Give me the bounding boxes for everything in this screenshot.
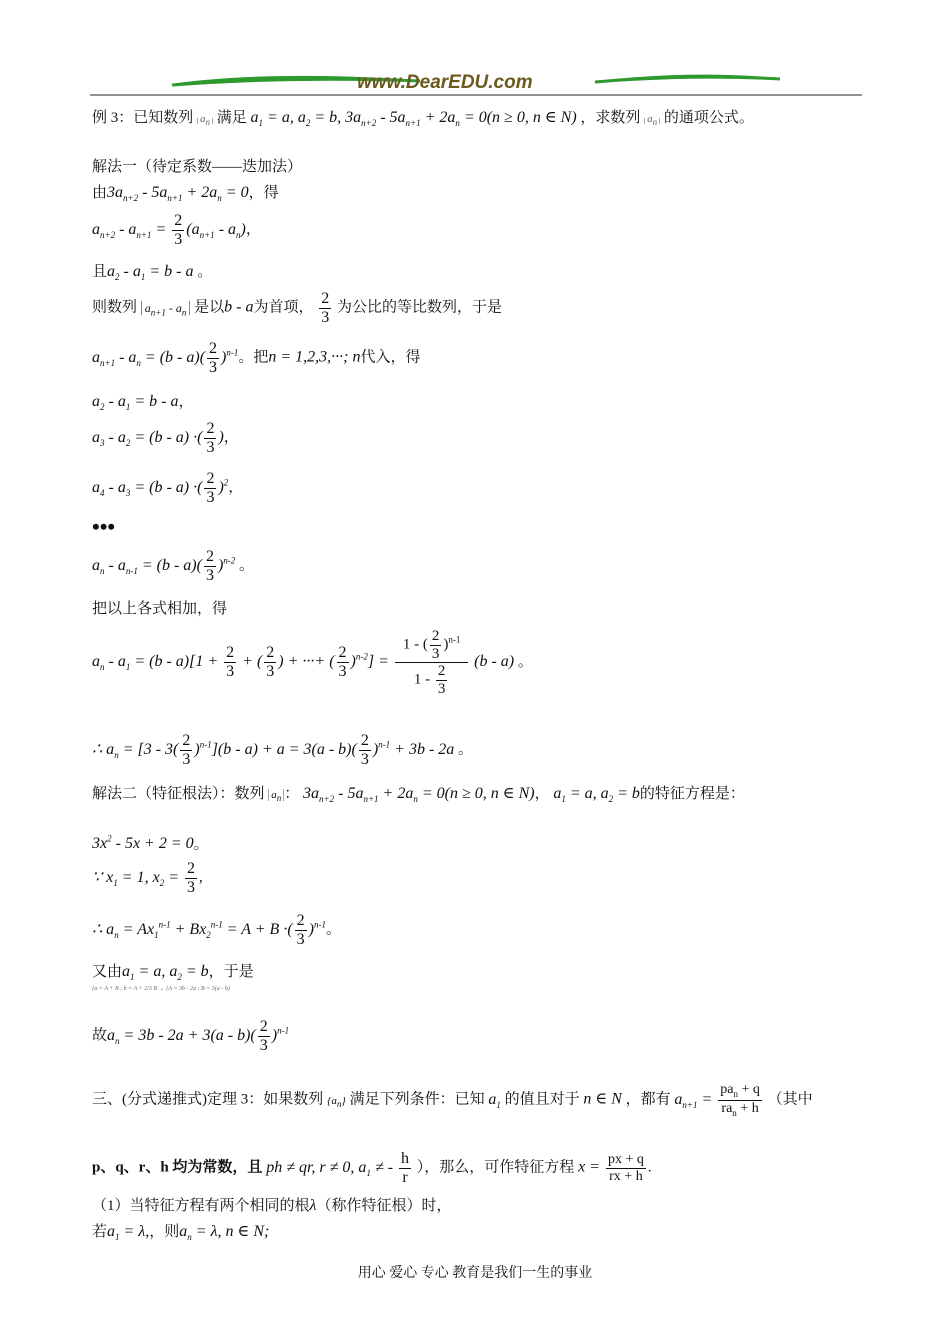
theorem-3-statement: 三、(分式递推式)定理 3：如果数列 $\{a_n\}$ 满足下列条件：已知 $a_1$ 的值且对于 n ∈ N ，都有 $a_{n+1}$ = $\frac{pa_n + q}{ra_n + h}$ （其中 xyxy=(92,1082,813,1118)
case-1-result: 若$a_1 = \lambda$,，则$a_n = \lambda$, n ∈ N; xyxy=(92,1223,270,1243)
characteristic-equation: $3x^2 - 5x + 2 = 0$。 xyxy=(92,834,209,853)
term-diff-2: $a_3 - a_2 = (b - a)$ ·( $\frac{2}{3}$ )， xyxy=(92,420,239,456)
theorem-3-conditions: p、q、r、h 均为常数，且 ph ≠ qr, r ≠ 0, $a_1$ ≠ - $\frac{h}{r}$ ），那么，可作特征方程 x = $\frac{px + q}{rx + h}$ . xyxy=(92,1150,652,1186)
general-difference: $a_{n+1} - a_n = (b - a)$( $\frac{2}{3}$ )$^{n-1}$。把n = 1,2,3,···; n代入，得 xyxy=(92,340,421,376)
case-1: （1）当特征方程有两个相同的根λ（称作特征根）时， xyxy=(92,1197,452,1214)
sum-intro: 把以上各式相加，得 xyxy=(92,601,228,617)
sum-result: $a_n - a_1 = (b - a)[1$ + $\frac{2}{3}$ + ( $\frac{2}{3}$ ) + ···+ ( $\frac{2}{3}$ )$^{n-2}$] = 1 - ( $\frac{2}{3}$ )$^{n-1}$ 1 - $\frac{2}{3}$ (b - a) 。 xyxy=(92,628,533,697)
term-diff-3: $a_4 - a_3 = (b - a)$ ·( $\frac{2}{3}$ )$^2$， xyxy=(92,470,244,506)
site-logo: www.DearEDU.com xyxy=(357,72,533,93)
difference-relation: $a_{n+2} - a_{n+1}$ = $\frac{2}{3}$ $(a_{n+1} - a_n)$， xyxy=(92,212,261,248)
term-diff-n: $a_n - a_{n-1} = (b - a)$( $\frac{2}{3}$ )$^{n-2}$ 。 xyxy=(92,548,255,584)
final-answer: 故$a_n = 3b - 2a + 3(a - b)$( $\frac{2}{3}$ )$^{n-1}$ xyxy=(92,1018,290,1054)
geometric-sequence-line: 则数列 $a_{n+1} - a_n$ 是以b - a为首项， $\frac{2}{3}$ 为公比的等比数列，于是 xyxy=(92,290,502,326)
general-solution: ∴ $a_n = Ax_1^{n-1} + Bx_2^{n-1} = A + B$ ·( $\frac{2}{3}$ )$^{n-1}$。 xyxy=(92,912,341,948)
method-one-title: 解法一（待定系数——迭加法） xyxy=(92,159,303,175)
roots-line: ∵ $x_1 = 1$, $x_2$ = $\frac{2}{3}$ , xyxy=(92,860,203,896)
initial-conditions: 又由$a_1 = a$, $a_2 = b$，于是 xyxy=(92,963,254,983)
system-of-equations: {a = A + B ; b = A + 2/3 B → {A = 3b - 2a ; B = 3(a - b) xyxy=(92,986,230,992)
recurrence-line: 由$3a_{n+2} - 5a_{n+1} + 2a_n = 0$，得 xyxy=(92,184,279,204)
initial-difference: 且$a_2 - a_1 = b - a$ 。 xyxy=(92,263,213,283)
term-diff-1: $a_2 - a_1 = b - a$， xyxy=(92,393,194,413)
example-statement: 例 3：已知数列 $a_n$ 满足 $a_1 = a$, $a_2 = b$, $3a_{n+2} - 5a_{n+1} + 2a_n = 0(n \ge 0$, n ∈ N) ，求数列 $a_n$ 的通项公式。 xyxy=(92,109,754,129)
page-footer: 用心 爱心 专心 教育是我们一生的事业 xyxy=(357,1266,593,1281)
closed-form-1: ∴ $a_n = [3 - 3$( $\frac{2}{3}$ )$^{n-1}$](b - a) + a = 3(a - b)( $\frac{2}{3}$ )$^{n-1}$ + 3b - 2a 。 xyxy=(92,732,474,768)
ellipsis: ••• xyxy=(92,514,116,539)
method-two-line: 解法二（特征根法）：数列 $a_n$ ： $3a_{n+2} - 5a_{n+1} + 2a_n = 0(n \ge 0$, n ∈ N)， $a_1 = a$, $a_2 = b$的特征方程是： xyxy=(92,785,745,805)
